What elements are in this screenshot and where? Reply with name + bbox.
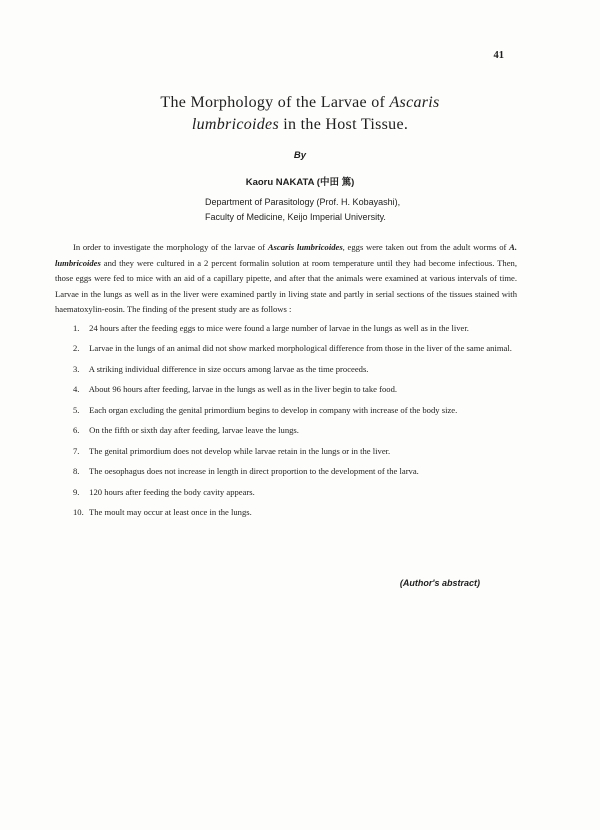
finding-number: 4. <box>73 384 80 394</box>
finding-text: On the fifth or sixth day after feeding, larvae leave the lungs. <box>89 425 299 435</box>
finding-item <box>55 444 517 460</box>
affiliation <box>205 195 400 225</box>
finding-number: 2. <box>73 343 80 353</box>
finding-number: 9. <box>73 486 80 497</box>
intro-paragraph <box>55 240 517 318</box>
intro-text-2: , eggs were taken out from the adult worms of <box>342 242 510 252</box>
finding-text: 24 hours after the feeding eggs to mice were found a large number of larvae in the lungs as well as in the liver. <box>89 322 469 333</box>
finding-item <box>55 464 517 480</box>
finding-item <box>55 341 517 357</box>
finding-number: 5. <box>73 404 80 415</box>
intro-text-1: In order to investigate the morphology of the larvae of <box>73 242 268 252</box>
title-species: lumbricoides <box>191 116 279 133</box>
finding-item <box>55 505 517 521</box>
intro-text-3: and they were cultured in a 2 percent formalin solution at room temperature until they had become infectious. Then, those eggs were fed to mice with an aid of a capillary pipette, and after that the animals were examined at various intervals of time. Larvae in the lungs as well as in the liver were examined partly in living state and partly in serial sections of the tissues stained with haematoxylin-eosin. The finding of the present study are as follows : <box>55 257 517 314</box>
finding-item <box>55 362 517 378</box>
page-number: 41 <box>493 50 504 61</box>
finding-number: 3. <box>73 363 80 374</box>
finding-item <box>55 382 517 398</box>
finding-item <box>55 321 517 337</box>
finding-text: A striking individual difference in size occurs among larvae as the time proceeds. <box>88 363 369 374</box>
findings-list <box>55 321 517 521</box>
title-text: The Morphology of the Larvae of <box>160 94 390 111</box>
finding-text: About 96 hours after feeding, larvae in the lungs as well as in the liver begin to take food. <box>88 384 398 394</box>
title-genus: Ascaris <box>389 94 440 111</box>
finding-number: 1. <box>73 322 80 333</box>
byline: By <box>293 150 307 161</box>
finding-text: 120 hours after feeding the body cavity appears. <box>89 486 255 497</box>
abstract-body <box>55 240 517 526</box>
finding-item <box>55 485 517 501</box>
author-name: Kaoru NAKATA (中田 篤) <box>245 177 355 188</box>
intro-species-2: A. lumbricoides <box>55 242 517 268</box>
title-line-1 <box>0 92 600 114</box>
finding-text: The oesophagus does not increase in length in direct proportion to the development of the larva. <box>89 466 419 476</box>
authors-abstract-note: (Author's abstract) <box>399 578 480 588</box>
finding-text: The moult may occur at least once in the lungs. <box>89 507 252 517</box>
finding-item <box>55 423 517 439</box>
finding-item <box>55 403 517 419</box>
finding-number: 7. <box>73 445 80 456</box>
intro-species-1: Ascaris lumbricoides <box>267 242 343 252</box>
finding-number: 8. <box>73 466 80 476</box>
affiliation-department: Department of Parasitology (Prof. H. Kobayashi), <box>205 197 401 207</box>
title-text-end: in the Host Tissue. <box>279 116 409 133</box>
finding-number: 6. <box>73 425 80 435</box>
finding-text: Each organ excluding the genital primordium begins to develop in company with increase of the body size. <box>89 404 458 415</box>
title-line-2 <box>0 114 600 136</box>
finding-number: 10. <box>73 507 84 517</box>
finding-text: The genital primordium does not develop while larvae retain in the lungs or in the liver. <box>89 445 391 456</box>
finding-text: Larvae in the lungs of an animal did not show marked morphological difference from those in the liver of the same animal. <box>89 343 512 353</box>
affiliation-faculty: Faculty of Medicine, Keijo Imperial University. <box>205 212 386 222</box>
paper-title <box>0 92 600 136</box>
